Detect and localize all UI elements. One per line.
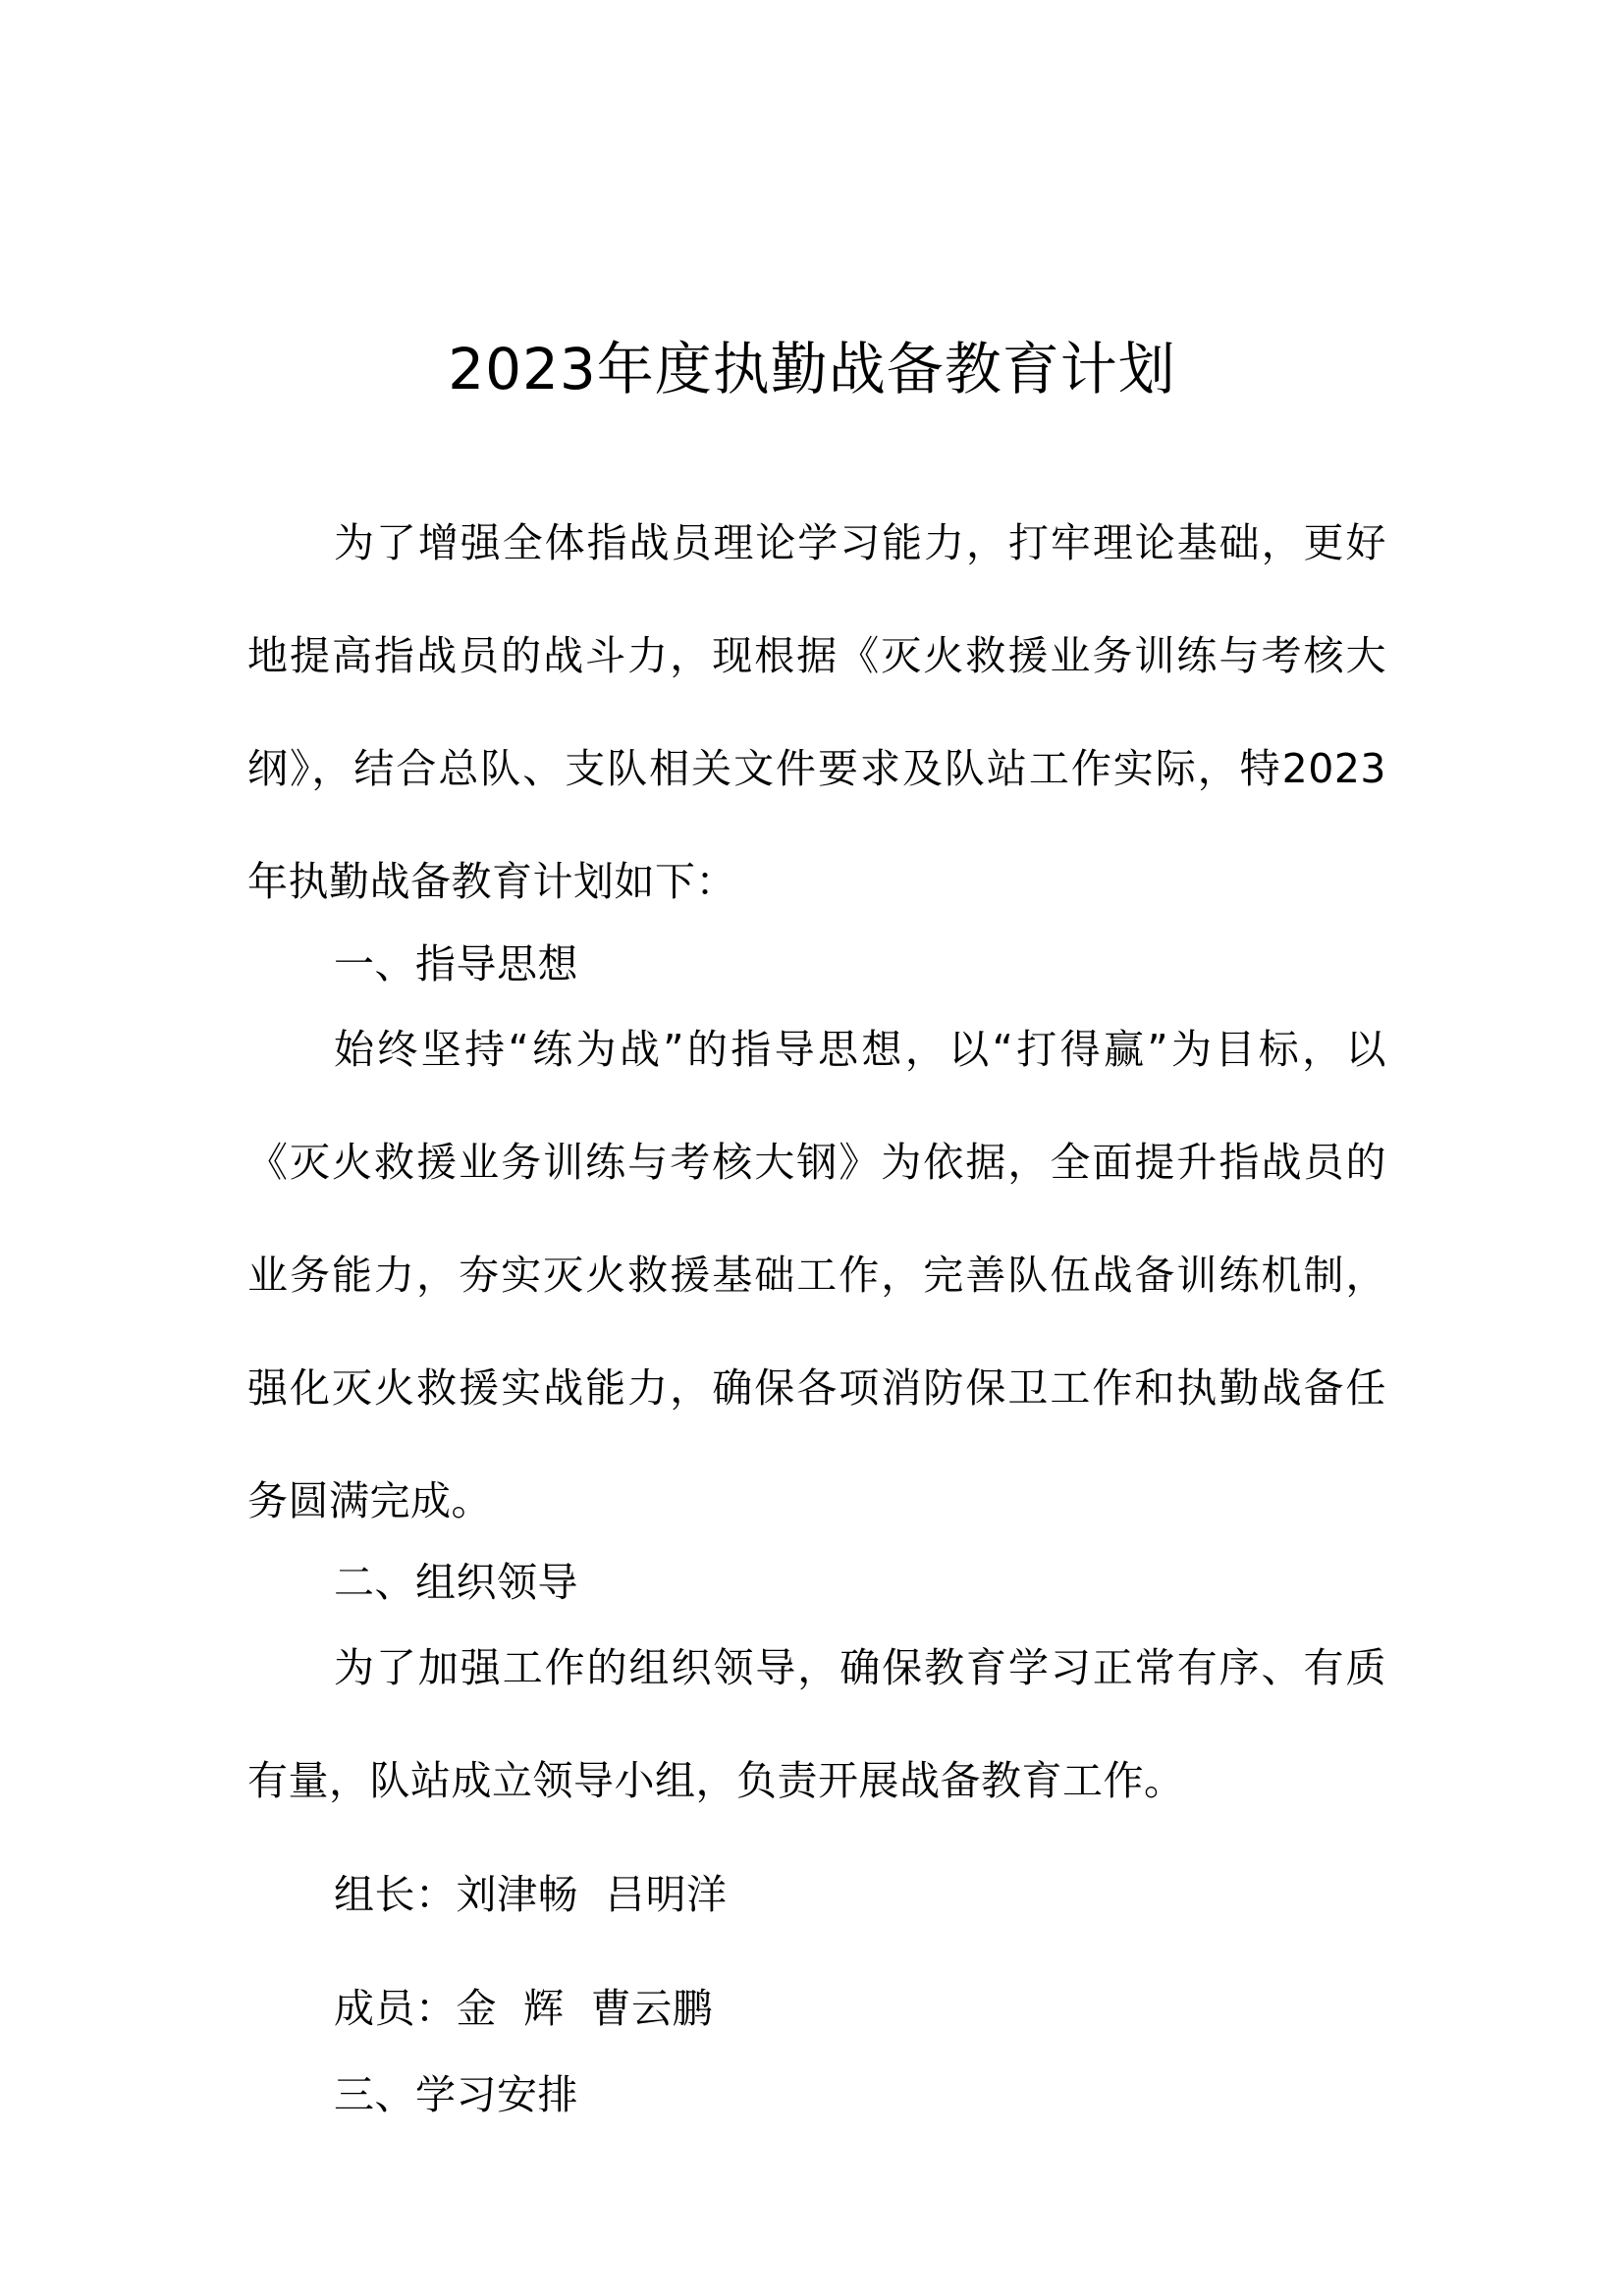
document-title: 2023年度执勤战备教育计划 (448, 336, 1176, 402)
guiding-thought-paragraph: 始终坚持“练为战”的指导思想，以“打得赢”为目标，以《灭火救援业务训练与考核大钢》为依据，全面提升指战员的业务能力，夯实灭火救援基础工作，完善队伍战备训练机制，强化灭火救援实战能力，确保各项消防保卫工作和执勤战备任务圆满完成。 (247, 1026, 1386, 1524)
leader-line: 组长：刘津畅 吕明洋 (334, 1871, 728, 1918)
section-heading-guiding-thought: 一、指导思想 (334, 940, 578, 988)
section-heading-organization: 二、组织领导 (334, 1559, 578, 1606)
organization-paragraph: 为了加强工作的组织领导，确保教育学习正常有序、有质有量，队站成立领导小组，负责开展战备教育工作。 (247, 1644, 1386, 1804)
intro-paragraph: 为了增强全体指战员理论学习能力，打牢理论基础，更好地提高指战员的战斗力，现根据《灭火救援业务训练与考核大纲》，结合总队、支队相关文件要求及队站工作实际，特2023年执勤战备教育计划如下： (247, 519, 1386, 905)
member-line: 成员：金 辉 曹云鹏 (334, 1985, 714, 2032)
section-heading-study-arrangement: 三、学习安排 (334, 2071, 578, 2118)
